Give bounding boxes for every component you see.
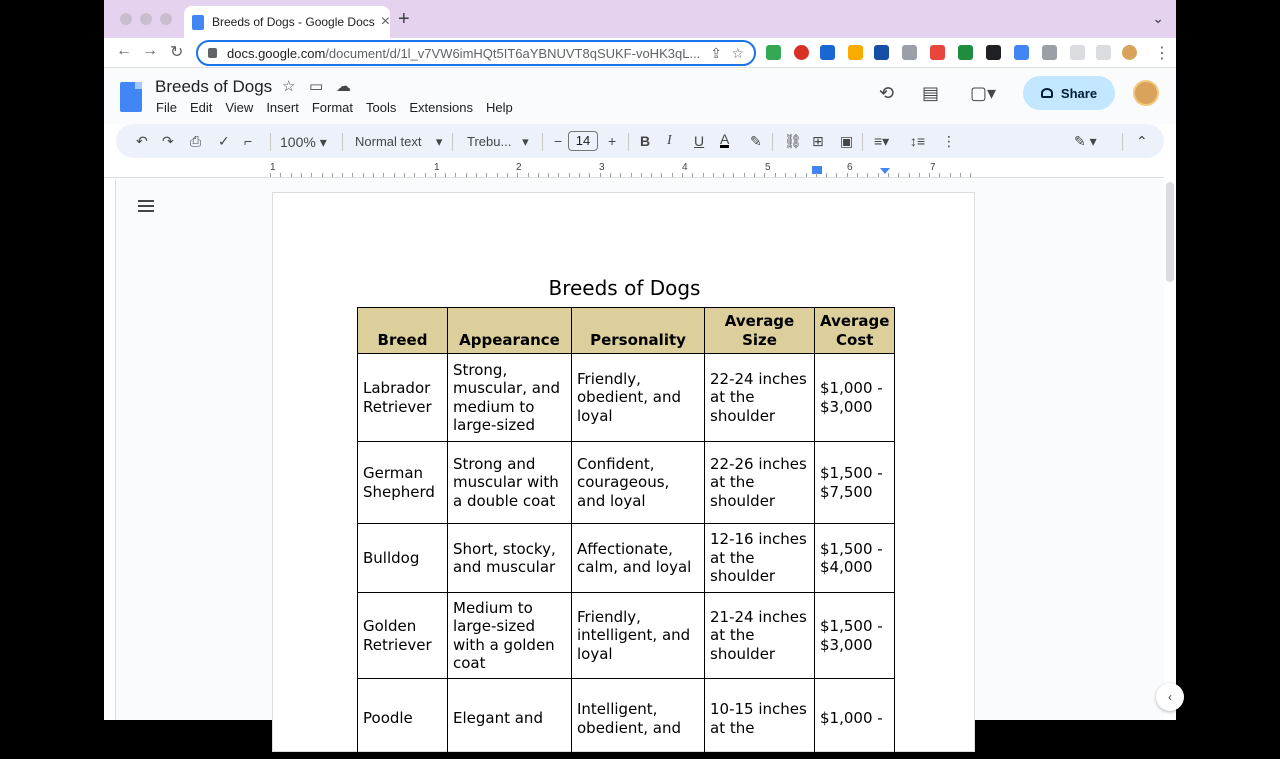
document-canvas (104, 179, 1164, 737)
ruler-tick (744, 173, 745, 177)
table-cell[interactable]: German Shepherd (358, 442, 448, 524)
ruler-tick (960, 173, 961, 177)
table-header-row (358, 308, 895, 354)
font-size-input[interactable]: 14 (568, 131, 598, 151)
undo-icon[interactable]: ↶ (136, 133, 148, 149)
ruler-tick (558, 173, 559, 177)
bookmark-star-icon[interactable]: ☆ (731, 45, 744, 61)
vector-extension-icon[interactable] (820, 45, 835, 60)
header-average-size[interactable]: Average Size (705, 308, 815, 354)
ruler-tick (517, 173, 518, 177)
url-host: docs.google.com (227, 45, 326, 61)
font-select[interactable]: Trebu... ▾ (467, 134, 529, 149)
ruler-tick (600, 173, 601, 177)
immersive-reader-extension-icon[interactable] (874, 45, 889, 60)
document-outline-icon[interactable] (138, 200, 154, 214)
header-appearance[interactable]: Appearance (448, 308, 572, 354)
ruler-tick (878, 173, 879, 177)
ruler-tick (466, 173, 467, 177)
redo-icon[interactable]: ↷ (162, 133, 174, 149)
ruler-tick (414, 173, 415, 177)
maximize-window-icon[interactable] (160, 13, 172, 25)
ruler-tick (898, 173, 899, 177)
zoom-value: 100% (280, 134, 316, 150)
table-row (358, 593, 895, 679)
ruler-tick (538, 173, 539, 177)
ruler-number: 1 (270, 162, 276, 173)
ruler-tick (785, 173, 786, 177)
table-cell[interactable]: $1,500 - $7,500 (815, 442, 895, 524)
ruler-tick (867, 173, 868, 177)
ruler-tick (764, 173, 765, 177)
ruler-tick (888, 173, 889, 177)
ruler-tick (836, 173, 837, 177)
header-breed[interactable]: Breed (358, 308, 448, 354)
document-page[interactable] (272, 192, 975, 752)
people-icon (1041, 88, 1053, 98)
ruler-tick (435, 173, 436, 177)
table-cell[interactable]: Strong and muscular with a double coat (448, 442, 572, 524)
ruler-tick (929, 173, 930, 177)
table-row (358, 442, 895, 524)
puzzle-extensions-icon[interactable] (1042, 45, 1057, 60)
table-cell[interactable]: Poodle (358, 679, 448, 759)
highlight-icon[interactable]: ✎ (750, 133, 762, 149)
ruler-tick (631, 173, 632, 177)
ruler-tick (661, 173, 662, 177)
table-cell[interactable]: Medium to large-sized with a golden coat (448, 593, 572, 679)
ruler-tick (641, 173, 642, 177)
screen-record-extension-icon[interactable] (986, 45, 1001, 60)
italic-icon[interactable]: I (667, 133, 672, 148)
menu-tools[interactable]: Tools (366, 100, 397, 115)
move-folder-icon[interactable]: ▭ (309, 78, 324, 95)
menu-format[interactable]: Format (311, 100, 353, 115)
menu-file[interactable]: File (156, 100, 177, 115)
menu-edit[interactable]: Edit (189, 100, 213, 115)
table-cell[interactable]: Friendly, obedient, and loyal (572, 354, 705, 442)
table-cell[interactable]: 10-15 inches at the (705, 679, 815, 759)
keep-extension-icon[interactable] (848, 45, 863, 60)
vertical-ruler[interactable] (104, 179, 116, 720)
star-icon[interactable]: ☆ (282, 78, 296, 95)
underline-icon[interactable]: U (694, 133, 705, 149)
increase-font-size-icon[interactable]: + (608, 133, 617, 149)
ruler-tick (311, 173, 312, 177)
ruler-tick (497, 173, 498, 177)
table-cell[interactable]: 12-16 inches at the shoulder (705, 524, 815, 593)
tab-title: Breeds of Dogs - Google Docs (212, 15, 375, 29)
ruler-tick (270, 173, 271, 177)
ruler-number: 1 (434, 162, 440, 173)
back-icon[interactable]: ← (116, 42, 132, 59)
ruler-tick (826, 173, 827, 177)
table-cell[interactable]: 21-24 inches at the shoulder (705, 593, 815, 679)
font-value: Trebu... (467, 134, 512, 149)
ruler-tick (970, 173, 971, 177)
share-label: Share (1060, 85, 1098, 101)
table-row (358, 354, 895, 442)
document-title[interactable]: Breeds of Dogs (155, 77, 273, 96)
insert-link-icon[interactable]: ⛓ (784, 133, 802, 149)
account-avatar[interactable] (1133, 80, 1159, 106)
minimize-window-icon[interactable] (140, 13, 152, 25)
table-cell[interactable]: $1,000 - $3,000 (815, 354, 895, 442)
close-window-icon[interactable] (120, 13, 132, 25)
table-cell[interactable]: Bulldog (358, 524, 448, 593)
ruler-tick (476, 173, 477, 177)
browser-tab[interactable] (184, 6, 390, 38)
ruler-tick (373, 173, 374, 177)
ruler-tick (342, 173, 343, 177)
ruler-tick (507, 173, 508, 177)
meet-video-icon[interactable]: ▢▾ (970, 83, 997, 103)
indent-marker-icon[interactable] (812, 166, 822, 174)
ruler-tick (909, 173, 910, 177)
ruler-tick (795, 173, 796, 177)
ruler-tick (394, 173, 395, 177)
table-cell[interactable]: Confident, courageous, and loyal (572, 442, 705, 524)
table-cell[interactable]: $1,500 - $3,000 (815, 593, 895, 679)
share-button[interactable] (1023, 76, 1115, 110)
menu-extensions[interactable]: Extensions (409, 100, 473, 115)
ruler-tick (939, 173, 940, 177)
menu-insert[interactable]: Insert (266, 100, 299, 115)
reload-icon[interactable]: ↻ (170, 44, 184, 61)
ruler-tick (723, 173, 724, 177)
docs-logo-icon[interactable] (120, 82, 142, 112)
grammarly-extension-icon[interactable] (958, 45, 973, 60)
zoom-select[interactable]: 100% ▾ (280, 134, 327, 150)
table-cell[interactable]: Affectionate, calm, and loyal (572, 524, 705, 593)
profile-avatar-icon[interactable] (1122, 45, 1137, 60)
header-personality[interactable]: Personality (572, 308, 705, 354)
table-cell[interactable]: Strong, muscular, and medium to large-sized (448, 354, 572, 442)
ruler-number: 6 (847, 162, 853, 173)
ruler-tick (352, 173, 353, 177)
insert-image-icon[interactable]: ▣ (840, 133, 854, 149)
ruler-tick (280, 173, 281, 177)
table-cell[interactable]: Intelligent, obedient, and (572, 679, 705, 759)
address-bar[interactable] (196, 40, 756, 66)
opera-extension-icon[interactable] (794, 45, 809, 60)
cast-icon[interactable] (1070, 45, 1085, 60)
side-panel-icon[interactable] (1096, 45, 1111, 60)
editing-mode-icon[interactable]: ✎ ▾ (1074, 133, 1097, 149)
share-page-icon[interactable]: ⇪ (710, 45, 722, 61)
more-options-icon[interactable]: ⋮ (942, 133, 956, 149)
print-icon[interactable]: ⎙ (190, 133, 202, 149)
decrease-font-size-icon[interactable]: − (554, 133, 563, 149)
table-cell[interactable]: $1,000 - (815, 679, 895, 759)
ruler-tick (692, 173, 693, 177)
tab-search-chevron-icon[interactable]: ⌄ (1152, 10, 1164, 26)
table-cell[interactable]: Labrador Retriever (358, 354, 448, 442)
ruler-tick (579, 173, 580, 177)
table-row (358, 524, 895, 593)
ruler-tick (620, 173, 621, 177)
ruler-number: 4 (682, 162, 688, 173)
new-tab-icon[interactable]: + (398, 8, 410, 30)
formatting-toolbar (116, 124, 1164, 158)
tab-strip (104, 0, 1176, 38)
ruler-tick (548, 173, 549, 177)
ruler-tick (682, 173, 683, 177)
browser-toolbar (104, 38, 1176, 68)
forward-icon[interactable]: → (142, 42, 158, 59)
text-color-icon[interactable]: A (720, 131, 730, 147)
docs-favicon-icon (192, 15, 204, 30)
paint-format-icon[interactable]: ⌐ (244, 133, 253, 149)
table-cell[interactable]: 22-24 inches at the shoulder (705, 354, 815, 442)
ruler-tick (672, 173, 673, 177)
ruler-tick (528, 173, 529, 177)
ruler-tick (363, 173, 364, 177)
ruler-tick (816, 173, 817, 177)
table-cell[interactable]: $1,500 - $4,000 (815, 524, 895, 593)
close-tab-icon[interactable]: × (380, 13, 391, 30)
ruler-tick (301, 173, 302, 177)
table-cell[interactable]: Friendly, intelligent, and loyal (572, 593, 705, 679)
ruler-number: 2 (516, 162, 522, 173)
bold-icon[interactable]: B (640, 133, 651, 149)
table-cell[interactable]: 22-26 inches at the shoulder (705, 442, 815, 524)
add-comment-icon[interactable]: ⊞ (812, 133, 824, 149)
ruler-tick (332, 173, 333, 177)
ruler-tick (950, 173, 951, 177)
ruler-tick (486, 173, 487, 177)
ruler-tick (754, 173, 755, 177)
ruler-tick (383, 173, 384, 177)
browser-menu-icon[interactable]: ⋮ (1154, 45, 1170, 62)
table-row (358, 679, 895, 759)
url-path: /document/d/1l_v7VW6imHQt5IT6aYBNUVT8qSUKF-voHK3qL... (325, 45, 701, 61)
align-icon[interactable]: ≡▾ (874, 133, 890, 149)
ruler-tick (847, 173, 848, 177)
ruler-tick (857, 173, 858, 177)
ruler-number: 7 (930, 162, 936, 173)
menu-view[interactable]: View (225, 100, 254, 115)
docs-header (104, 68, 1176, 124)
browser-window (104, 0, 1176, 737)
ruler-number: 5 (765, 162, 771, 173)
ruler-tick (651, 173, 652, 177)
tree-extension-icon[interactable] (902, 45, 917, 60)
document-heading: Breeds of Dogs (548, 276, 701, 300)
breeds-table[interactable] (357, 307, 895, 759)
cloud-saved-icon[interactable]: ☁ (336, 78, 351, 95)
version-history-icon[interactable]: ⟲ (879, 83, 895, 103)
ruler-tick (425, 173, 426, 177)
vertical-scrollbar[interactable] (1166, 182, 1174, 282)
ruler-tick (806, 173, 807, 177)
menu-help[interactable]: Help (485, 100, 513, 115)
tab-counter-extension-icon[interactable] (930, 45, 945, 60)
ruler-tick (713, 173, 714, 177)
translate-extension-icon[interactable] (1014, 45, 1029, 60)
ruler-tick (610, 173, 611, 177)
ruler-tick (291, 173, 292, 177)
style-value: Normal text (355, 134, 422, 149)
ruler-tick (569, 173, 570, 177)
ruler-tick (919, 173, 920, 177)
hide-menus-chevron-icon[interactable]: ⌃ (1136, 133, 1148, 149)
ruler-tick (455, 173, 456, 177)
menu-bar (156, 100, 526, 115)
line-spacing-icon[interactable]: ↕≡ (910, 133, 926, 149)
ruler-tick (322, 173, 323, 177)
ruler-tick (775, 173, 776, 177)
style-select[interactable]: Normal text ▾ (355, 134, 443, 149)
ruler-tick (589, 173, 590, 177)
drive-extension-icon[interactable] (766, 45, 781, 60)
lock-icon (208, 48, 217, 58)
table-cell[interactable]: Short, stocky, and muscular (448, 524, 572, 593)
spellcheck-icon[interactable]: ✓ (218, 133, 230, 149)
ruler-tick (703, 173, 704, 177)
ruler-tick (445, 173, 446, 177)
side-panel-chevron-icon[interactable]: ‹ (1156, 683, 1184, 711)
table-cell[interactable]: Elegant and (448, 679, 572, 759)
horizontal-ruler[interactable] (104, 162, 1164, 178)
ruler-tick (404, 173, 405, 177)
ruler-number: 3 (599, 162, 605, 173)
ruler-tick (733, 173, 734, 177)
comments-icon[interactable]: ▤ (922, 83, 940, 103)
header-average-cost[interactable]: Average Cost (815, 308, 895, 354)
table-cell[interactable]: Golden Retriever (358, 593, 448, 679)
